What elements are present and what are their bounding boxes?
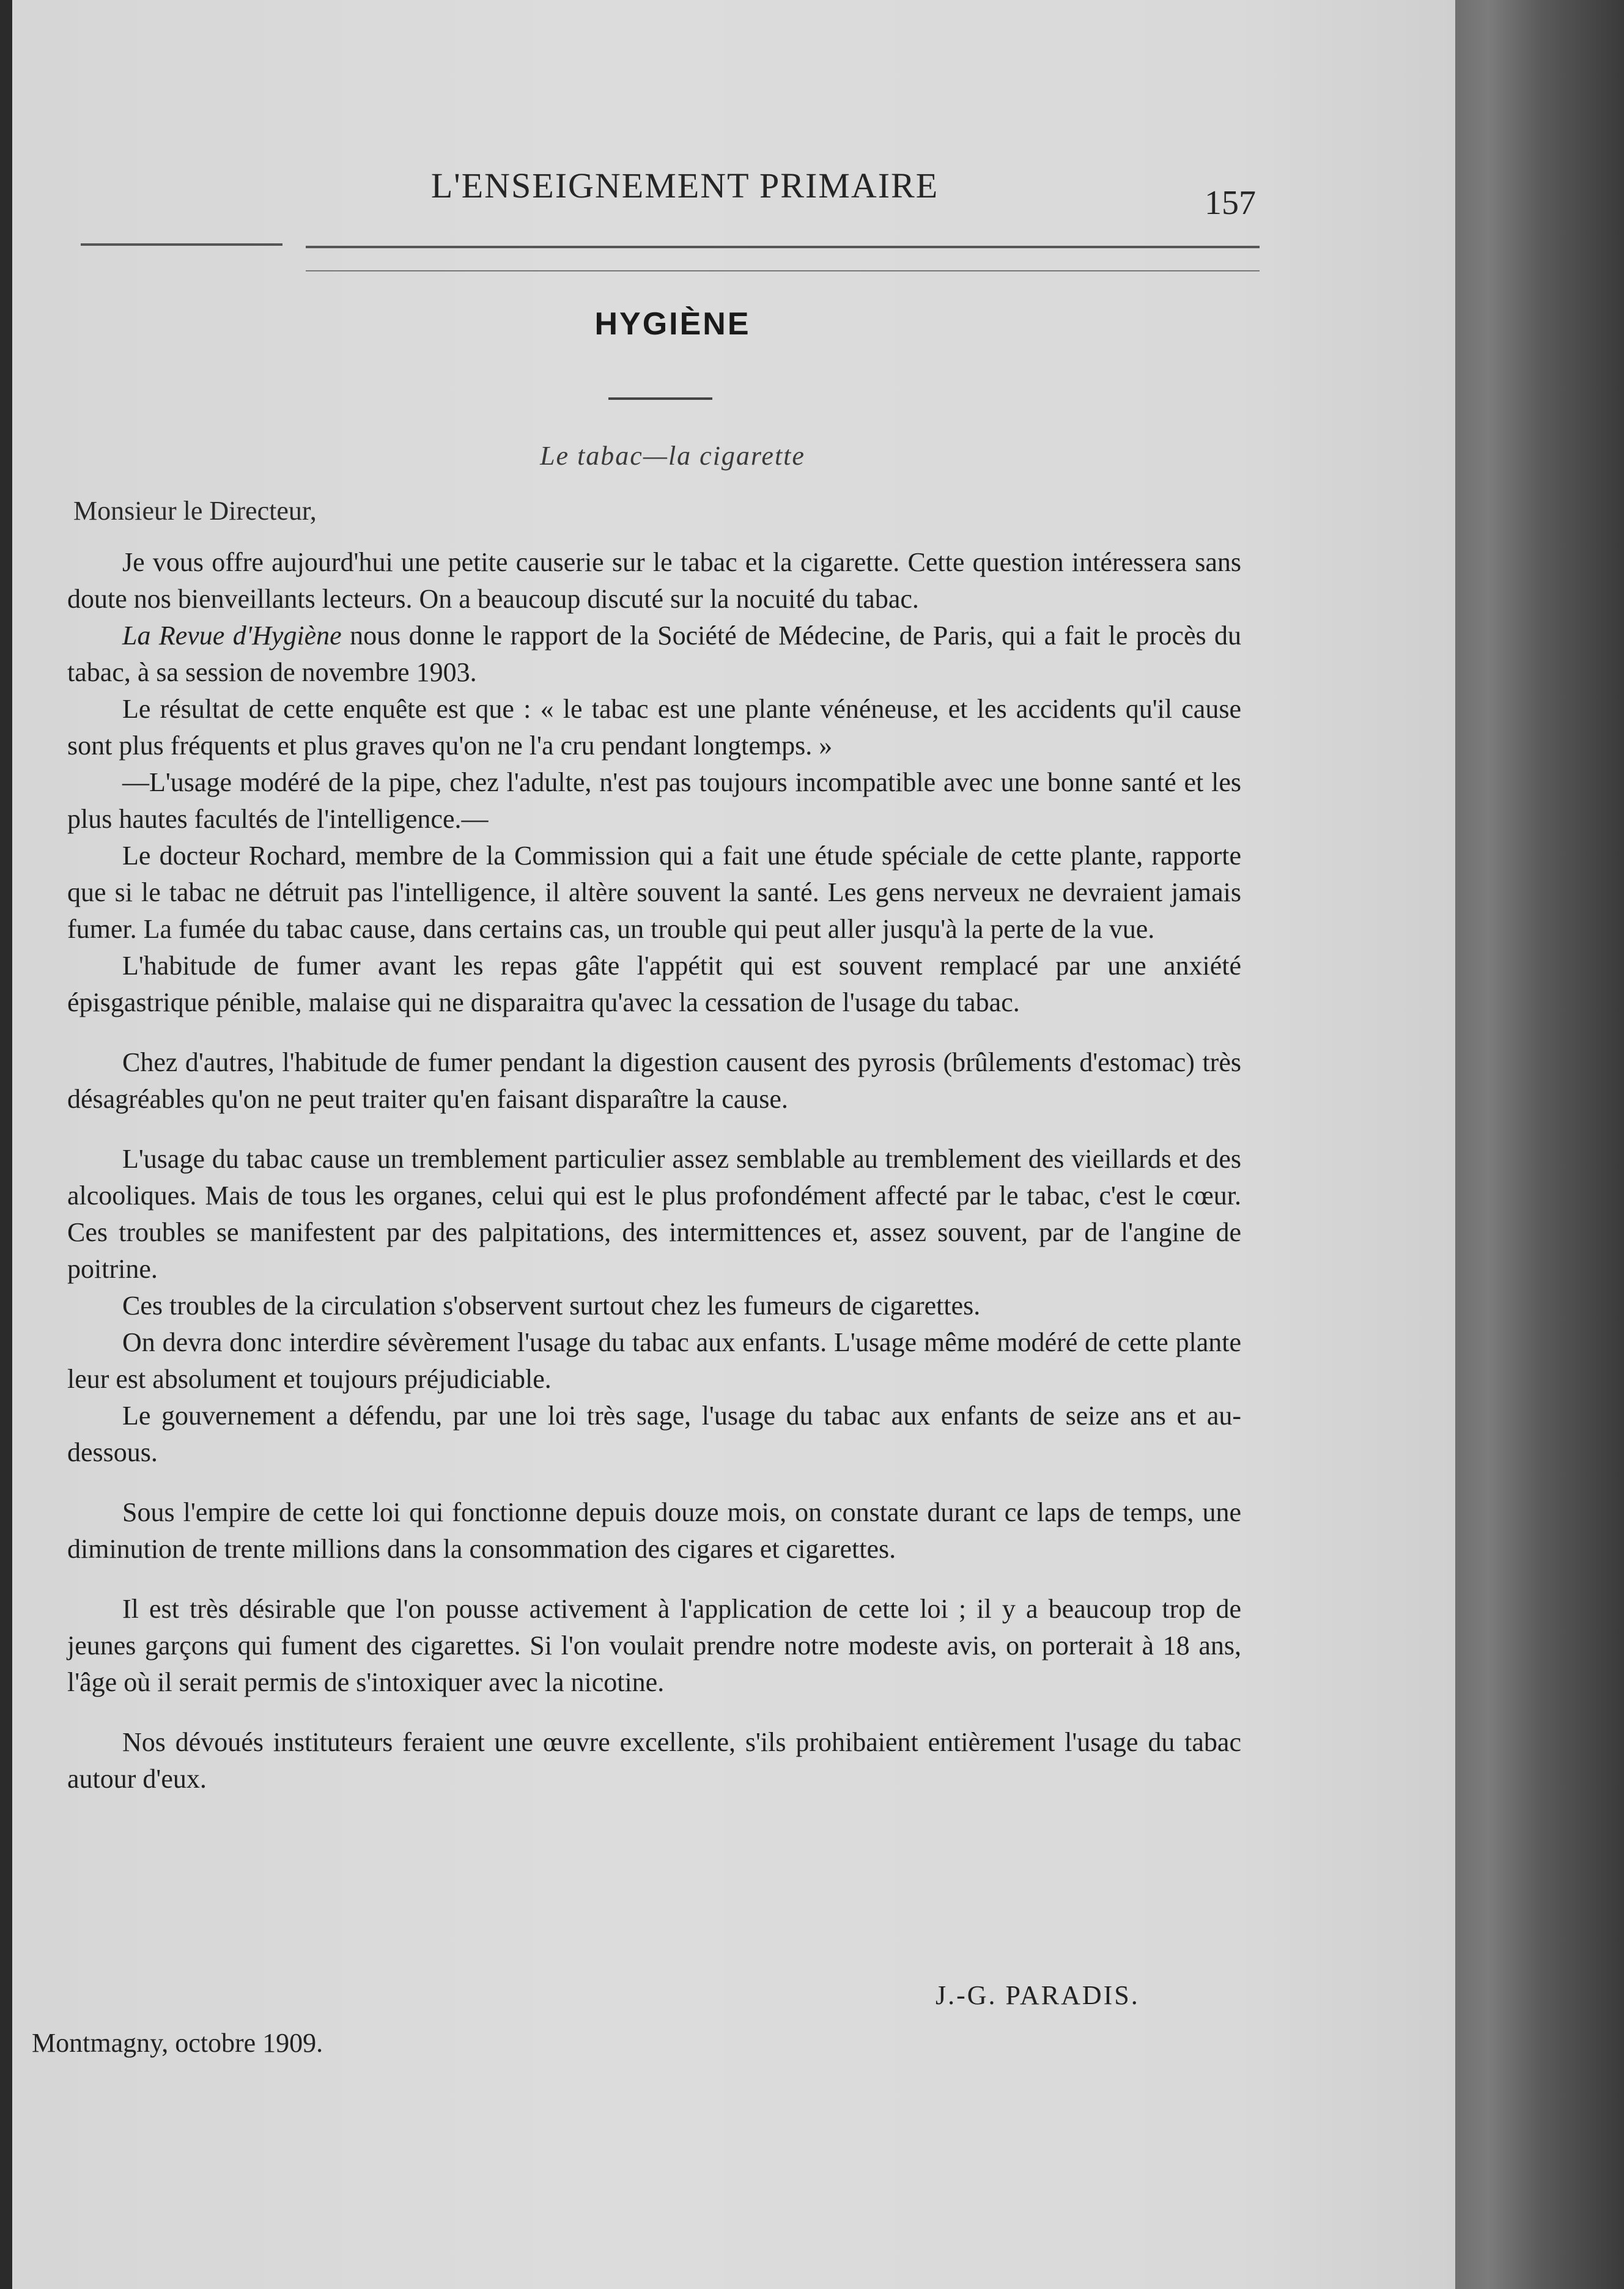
paragraph: Le docteur Rochard, membre de la Commission qui a fait une étude spéciale de cette plante, rapporte que si le tabac ne détruit pas l'intelligence, il altère souvent la santé. Les gens nerveux ne devraient jamais fumer. La fumée du tabac cause, dans certains cas, un trouble qui peut aller jusqu'à la perte de la vue. xyxy=(67,841,1241,944)
salutation: Monsieur le Directeur, xyxy=(73,496,317,526)
page-number: 157 xyxy=(1205,184,1256,222)
paragraph: Je vous offre aujourd'hui une petite causerie sur le tabac et la cigarette. Cette question intéressera sans doute nos bienveillants lecteurs. On a beaucoup discuté sur la nocuité du tabac. xyxy=(67,547,1241,614)
paragraph: Ces troubles de la circulation s'observent surtout chez les fumeurs de cigarettes. xyxy=(122,1291,981,1321)
author-signature: J.-G. PARADIS. xyxy=(936,1980,1140,2010)
place-date: Montmagny, octobre 1909. xyxy=(32,2028,323,2058)
paragraph: Chez d'autres, l'habitude de fumer pendant la digestion causent des pyrosis (brûlements d'estomac) très désagréables qu'on ne peut traiter qu'en faisant disparaître la cause. xyxy=(67,1047,1241,1114)
header-rule-right xyxy=(306,246,1260,248)
paragraph: —L'usage modéré de la pipe, chez l'adulte, n'est pas toujours incompatible avec une bonne santé et les plus hautes facultés de l'intelligence.— xyxy=(67,767,1241,834)
paragraph: Le résultat de cette enquête est que : « le tabac est une plante vénéneuse, et les accidents qu'il cause sont plus fréquents et plus graves qu'on ne l'a cru pendant longtemps. » xyxy=(67,694,1241,761)
paragraph-text: nous donne le rapport de la Société de Médecine, de Paris, qui a fait le procès du tabac, à sa session de novembre 1903. xyxy=(67,621,1241,687)
paragraph: L'habitude de fumer avant les repas gâte l'appétit qui est souvent remplacé par une anxiété épisgastrique pénible, malaise qui ne disparaitra qu'avec la cessation de l'usage du tabac. xyxy=(67,951,1241,1017)
book-spine-edge xyxy=(1443,0,1624,2289)
header-rule-left xyxy=(81,243,282,246)
article-body xyxy=(67,544,1241,1797)
section-heading: HYGIÈNE xyxy=(594,306,751,342)
paragraph xyxy=(67,617,1241,691)
header-rule-thin xyxy=(306,270,1260,271)
book-page xyxy=(12,0,1455,2289)
paragraph: L'usage du tabac cause un tremblement particulier assez semblable au tremblement des vieillards et des alcooliques. Mais de tous les organes, celui qui est le plus profondément affecté par le tabac, c'est le cœur. Ces troubles se manifestent par des palpitations, des intermittences et, assez souvent, par de l'angine de poitrine. xyxy=(67,1144,1241,1284)
paragraph: Sous l'empire de cette loi qui fonctionne depuis douze mois, on constate durant ce laps de temps, une diminution de trente millions dans la consommation des cigares et cigarettes. xyxy=(67,1497,1241,1564)
paragraph: Nos dévoués instituteurs feraient une œuvre excellente, s'ils prohibaient entièrement l'usage du tabac autour d'eux. xyxy=(67,1727,1241,1794)
running-title: L'ENSEIGNEMENT PRIMAIRE xyxy=(430,166,939,205)
section-divider xyxy=(608,397,712,400)
journal-name: La Revue d'Hygiène xyxy=(122,621,342,651)
paragraph: On devra donc interdire sévèrement l'usage du tabac aux enfants. L'usage même modéré de cette plante leur est absolument et toujours préjudiciable. xyxy=(67,1327,1241,1394)
paragraph: Il est très désirable que l'on pousse activement à l'application de cette loi ; il y a beaucoup trop de jeunes garçons qui fument des cigarettes. Si l'on voulait prendre notre modeste avis, on porterait à 18 ans, l'âge où il serait permis de s'intoxiquer avec la nicotine. xyxy=(67,1594,1241,1697)
article-title: Le tabac—la cigarette xyxy=(540,441,805,471)
paragraph: Le gouvernement a défendu, par une loi très sage, l'usage du tabac aux enfants de seize ans et au-dessous. xyxy=(67,1401,1241,1467)
